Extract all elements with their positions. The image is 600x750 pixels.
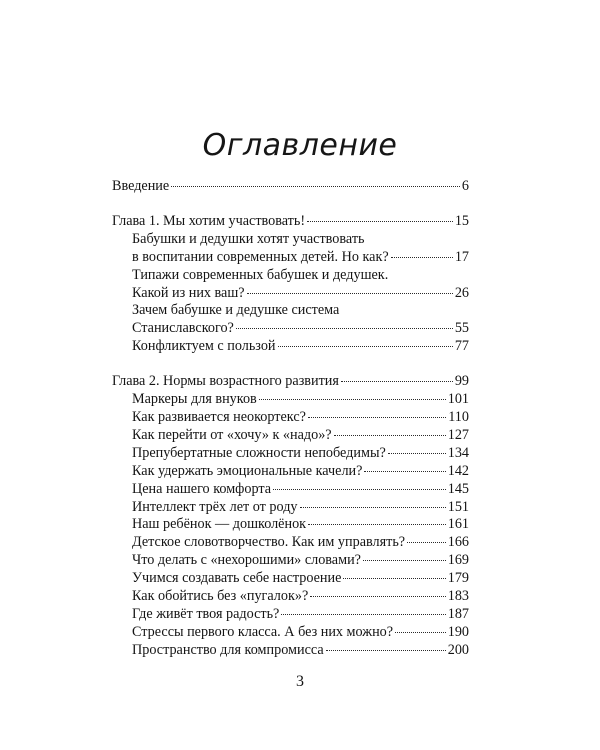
- dot-leader: [388, 453, 446, 454]
- toc-entry-title: Как перейти от «хочу» к «надо»?: [132, 426, 332, 443]
- toc-entry-title: Интеллект трёх лет от роду: [132, 498, 298, 515]
- toc-entry-page-number: 26: [454, 284, 469, 301]
- dot-leader: [341, 381, 453, 382]
- toc-chapter-entry: [112, 373, 469, 391]
- dot-leader: [278, 346, 453, 347]
- toc-entry-lead-line: Зачем бабушке и дедушке система: [132, 302, 340, 319]
- toc-entry-title: Наш ребёнок — дошколёнок: [132, 516, 307, 533]
- toc-section-entry: [112, 285, 469, 303]
- toc-entry-title: Как удержать эмоциональные качели?: [132, 462, 363, 479]
- toc-entry-title: Маркеры для внуков: [132, 391, 257, 408]
- dot-leader: [407, 542, 446, 543]
- toc-entry-page-number: 200: [447, 641, 469, 658]
- dot-leader: [281, 614, 445, 615]
- toc-section-entry: [112, 606, 469, 624]
- toc-entry-title: Глава 1. Мы хотим участвовать!: [112, 212, 306, 229]
- toc-section-entry: [112, 499, 469, 517]
- page-title: Оглавление: [202, 128, 398, 163]
- toc-entry-page-number: 6: [461, 178, 469, 194]
- toc-section-entry: [112, 409, 469, 427]
- dot-leader: [300, 507, 446, 508]
- toc-entry-page-number: 77: [454, 338, 469, 355]
- toc-entry-page-number: 55: [454, 320, 469, 337]
- toc-entry-title: Конфликтуем с пользой: [132, 338, 276, 355]
- toc-entry-title: Детское словотворчество. Как им управлять?: [132, 534, 406, 551]
- toc-section-entry: [112, 445, 469, 463]
- toc-entry-page-number: 15: [454, 212, 469, 229]
- toc-section-entry: [112, 249, 469, 267]
- dot-leader: [334, 435, 446, 436]
- toc-entry-title: Стрессы первого класса. А без них можно?: [132, 623, 394, 640]
- toc-entry-title: Глава 2. Нормы возрастного развития: [112, 373, 339, 390]
- toc-entry-lead-line: Бабушки и дедушки хотят участвовать: [132, 230, 365, 247]
- toc-entry-title: Как обойтись без «пугалок»?: [132, 588, 309, 605]
- toc-section-entry: [112, 320, 469, 338]
- toc-section-entry: [112, 624, 469, 642]
- dot-leader: [310, 596, 445, 597]
- toc-entry-title: в воспитании современных детей. Но как?: [132, 248, 389, 265]
- toc-section-entry: [112, 516, 469, 534]
- toc-section-entry: [112, 427, 469, 445]
- toc-entry-title: Что делать с «нехорошими» словами?: [132, 552, 361, 569]
- toc-entry-page-number: 101: [447, 391, 469, 408]
- toc-entry-title: Введение: [112, 178, 170, 194]
- dot-leader: [236, 328, 453, 329]
- toc-entry-title: Какой из них ваш?: [132, 284, 245, 301]
- toc-entry-page-number: 161: [447, 516, 469, 533]
- toc-section-entry: [112, 570, 469, 588]
- dot-leader: [307, 221, 453, 222]
- toc-section-entry: [112, 588, 469, 606]
- dot-leader: [395, 632, 446, 633]
- toc-entry-page-number: 190: [447, 623, 469, 640]
- toc-entry-page-number: 151: [447, 498, 469, 515]
- toc-section-entry: [112, 534, 469, 552]
- toc-entry-page-number: 179: [447, 570, 469, 587]
- dot-leader: [326, 650, 446, 651]
- toc-entry-page-number: 166: [447, 534, 469, 551]
- page-number: 3: [296, 673, 304, 690]
- toc-entry-page-number: 134: [447, 444, 469, 461]
- toc-section-entry: [112, 552, 469, 570]
- dot-leader: [391, 257, 453, 258]
- dot-leader: [259, 399, 446, 400]
- dot-leader: [308, 524, 446, 525]
- toc-entry-page-number: 110: [448, 408, 469, 425]
- toc-entry-title: Препубертатные сложности непобедимы?: [132, 444, 386, 461]
- toc-entry-page-number: 99: [454, 373, 469, 390]
- toc-entry-page-number: 17: [454, 248, 469, 265]
- dot-leader: [273, 489, 446, 490]
- toc-entry-title: Где живёт твоя радость?: [132, 605, 280, 622]
- toc-entry-title: Пространство для компромисса: [132, 641, 324, 658]
- toc-entry-page-number: 187: [447, 605, 469, 622]
- toc-section-entry: [112, 338, 469, 356]
- toc-section-entry: [112, 642, 469, 660]
- dot-leader: [171, 186, 460, 187]
- toc-chapter-entry: [112, 178, 469, 196]
- toc-section-entry: [112, 481, 469, 499]
- toc-chapter-entry: [112, 213, 469, 231]
- dot-leader: [364, 471, 445, 472]
- toc-entry-page-number: 169: [447, 552, 469, 569]
- dot-leader: [343, 578, 445, 579]
- toc-entry-page-number: 142: [447, 462, 469, 479]
- toc-section-entry: [112, 463, 469, 481]
- toc-entry-title: Станиславского?: [132, 320, 234, 337]
- dot-leader: [363, 560, 446, 561]
- dot-leader: [247, 293, 453, 294]
- table-of-contents: [112, 178, 469, 660]
- toc-entry-title: Цена нашего комфорта: [132, 480, 272, 497]
- toc-entry-title: Как развивается неокортекс?: [132, 408, 306, 425]
- toc-entry-page-number: 145: [447, 480, 469, 497]
- toc-entry-title: Учимся создавать себе настроение: [132, 570, 342, 587]
- toc-entry-page-number: 127: [447, 426, 469, 443]
- dot-leader: [308, 417, 446, 418]
- toc-section-entry: [112, 391, 469, 409]
- toc-entry-page-number: 183: [447, 588, 469, 605]
- toc-entry-lead-line: Типажи современных бабушек и дедушек.: [132, 266, 389, 283]
